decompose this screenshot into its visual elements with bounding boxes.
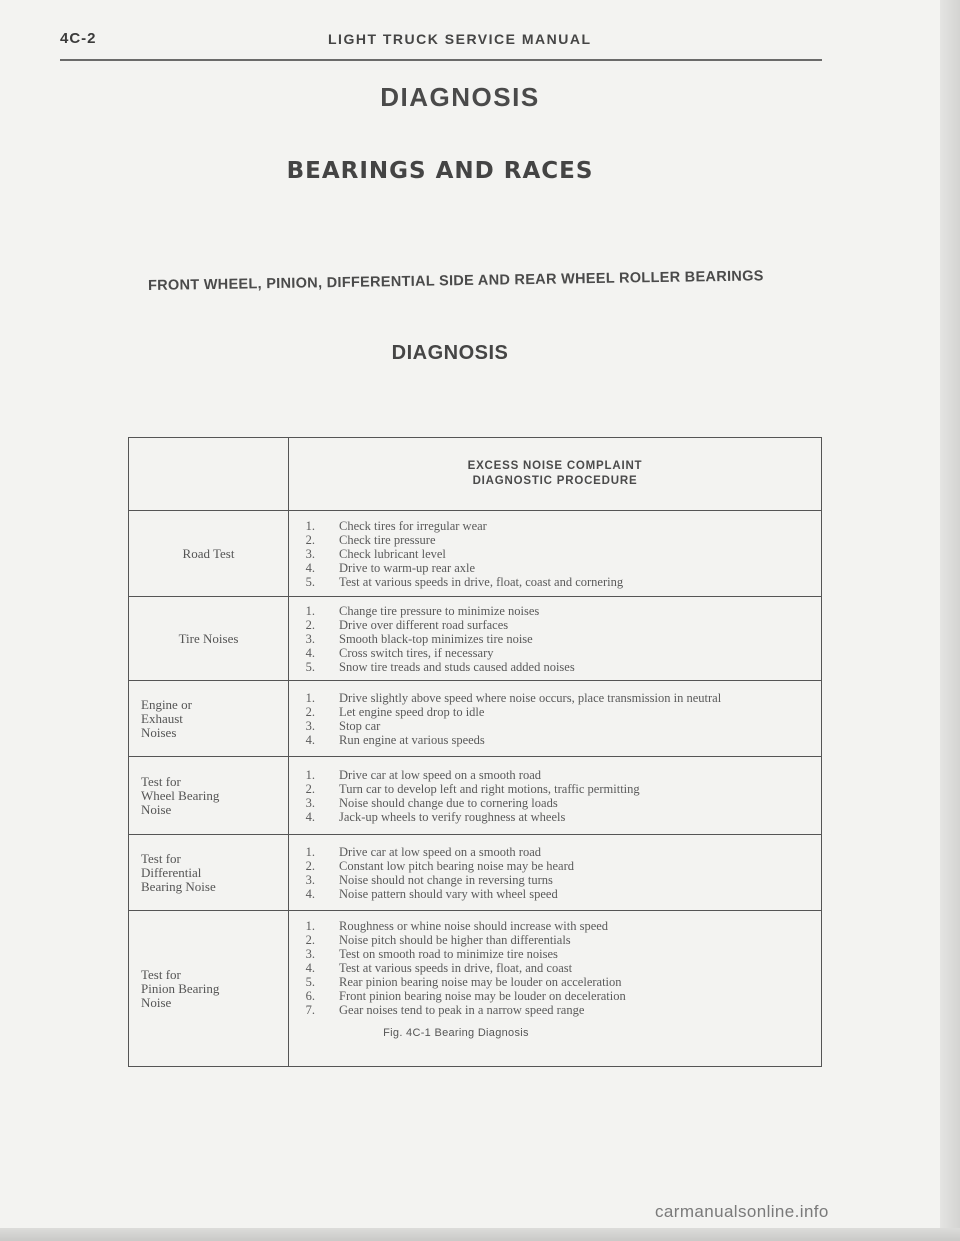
manual-title: LIGHT TRUCK SERVICE MANUAL [328,31,592,47]
steps-list [289,845,821,901]
row-steps-cell [289,597,822,681]
table-row [129,911,822,1067]
step-item: 4. Noise pattern should vary with wheel speed [305,886,558,901]
table-heading-diagnosis: DIAGNOSIS [391,342,509,364]
step-item: 2. Let engine speed drop to idle [305,704,485,719]
row-steps-cell [289,835,822,911]
figure-caption: Fig. 4C-1 Bearing Diagnosis [383,1027,529,1039]
row-steps-cell [289,681,822,757]
row-steps-cell [289,511,822,597]
step-item: 5. Rear pinion bearing noise may be louder on acceleration [305,975,622,989]
step-item: 3. Noise should change due to cornering loads [305,795,558,810]
watermark: carmanualsonline.info [655,1202,829,1221]
step-item: 2. Turn car to develop left and right motions, traffic permitting [305,781,640,796]
section-heading-bearings: BEARINGS AND RACES [286,158,594,184]
step-item: 2. Constant low pitch bearing noise may be heard [305,858,575,873]
row-label-line: Exhaust [141,710,183,726]
step-item: 4. Test at various speeds in drive, float, and coast [305,961,573,975]
step-item: 1. Drive slightly above speed where noise occurs, place transmission in neutral [305,690,722,705]
table-header-row [129,438,822,511]
table-row [129,597,822,681]
header-rule [60,59,822,61]
row-label-line: Test for [141,966,181,982]
step-item: 4. Run engine at various speeds [305,732,485,747]
step-item: 1. Drive car at low speed on a smooth road [305,844,542,859]
table-row [129,681,822,757]
row-steps-cell [289,911,822,1067]
row-label-line: Noise [141,994,172,1010]
table-header-empty-cell [129,438,289,511]
row-label-line: Engine or [141,696,192,712]
step-item: 4. Jack-up wheels to verify roughness at wheels [305,809,566,824]
step-item: 7. Gear noises tend to peak in a narrow speed range [305,1003,585,1017]
step-item: 1. Roughness or whine noise should increase with speed [305,919,609,933]
row-label-line: Tire Noises [178,630,239,646]
row-label-line: Test for [141,850,181,866]
table-header-line2: DIAGNOSTIC PROCEDURE [472,475,638,487]
row-label [129,681,289,757]
table-header-line1: EXCESS NOISE COMPLAINT [467,460,643,472]
step-item: 4. Cross switch tires, if necessary [305,645,494,660]
page-edge [940,0,960,1241]
section-heading-diagnosis: DIAGNOSIS [380,82,540,112]
row-label-line: Noise [141,801,172,817]
step-item: 1. Drive car at low speed on a smooth road [305,767,542,782]
step-item: 3. Check lubricant level [305,546,446,561]
table-row [129,757,822,835]
page-number: 4C-2 [60,30,97,47]
row-label [129,835,289,911]
step-item: 2. Drive over different road surfaces [305,617,509,632]
steps-list [289,691,821,747]
table-row [129,835,822,911]
row-label-line: Road Test [182,545,235,561]
row-label [129,511,289,597]
table-header-cell [289,438,822,511]
page-header [60,30,820,52]
subtitle-heading: FRONT WHEEL, PINION, DIFFERENTIAL SIDE AND REAR WHEEL ROLLER BEARINGS [147,268,764,294]
step-item: 6. Front pinion bearing noise may be louder on deceleration [305,989,626,1003]
step-item: 3. Stop car [305,718,381,733]
step-item: 5. Snow tire treads and studs caused added noises [305,659,575,674]
row-label-line: Test for [141,773,181,789]
step-item: 1. Change tire pressure to minimize noises [305,603,540,618]
steps-list [289,604,821,674]
table-row [129,511,822,597]
step-item: 3. Smooth black-top minimizes tire noise [305,631,533,646]
step-item: 2. Check tire pressure [305,532,436,547]
step-item: 3. Test on smooth road to minimize tire noises [305,947,558,961]
row-steps-cell [289,757,822,835]
row-label-line: Wheel Bearing [141,787,220,803]
steps-list [289,919,821,1017]
step-item: 4. Drive to warm-up rear axle [305,560,476,575]
steps-list [289,768,821,824]
row-label-line: Differential [141,864,202,880]
row-label [129,911,289,1067]
step-item: 2. Noise pitch should be higher than differentials [305,933,571,947]
row-label-line: Bearing Noise [141,878,216,894]
steps-list [289,519,821,589]
page-bottom-shadow [0,1228,960,1241]
step-item: 5. Test at various speeds in drive, float, coast and cornering [305,574,624,589]
row-label [129,757,289,835]
row-label-line: Noises [141,724,177,740]
step-item: 1. Check tires for irregular wear [305,518,487,533]
diagnosis-table [128,437,822,1067]
step-item: 3. Noise should not change in reversing turns [305,872,553,887]
row-label [129,597,289,681]
row-label-line: Pinion Bearing [141,980,220,996]
